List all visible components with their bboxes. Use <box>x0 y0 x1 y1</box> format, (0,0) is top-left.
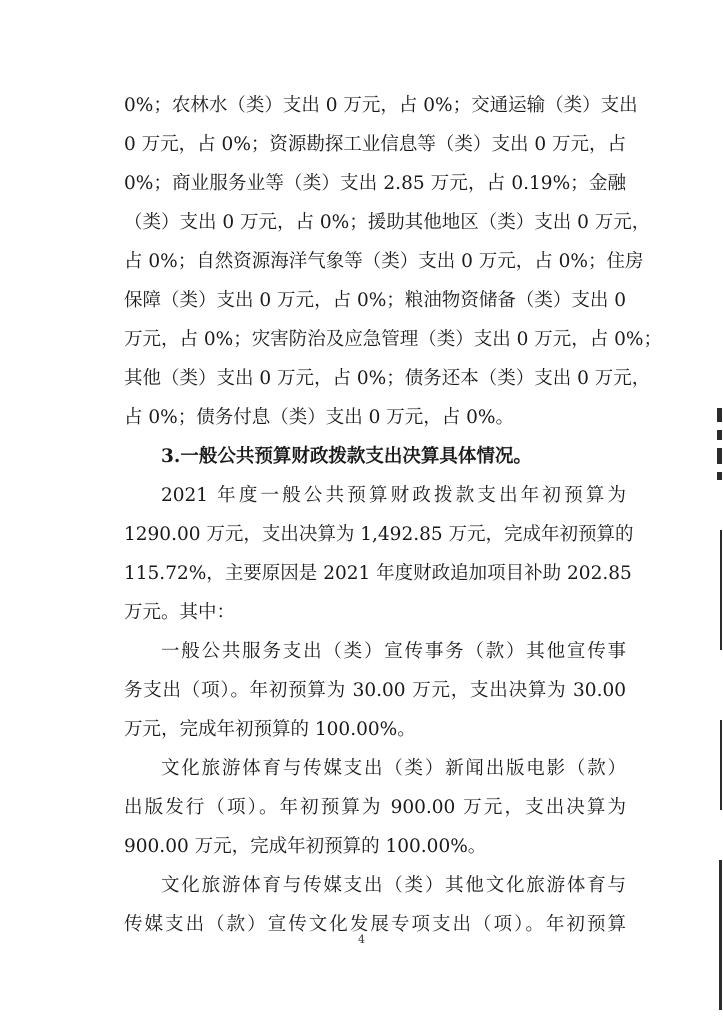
paragraph-item-publicity <box>124 632 626 749</box>
text-line: 占 0%；债务付息（类）支出 0 万元，占 0%。 <box>124 407 514 428</box>
text-line: 务支出（项）。年初预算为 30.00 万元，支出决算为 30.00 <box>124 680 626 701</box>
text-line: 占 0%；自然资源海洋气象等（类）支出 0 万元，占 0%；住房 <box>124 251 644 272</box>
text-line: 万元，占 0%；灾害防治及应急管理（类）支出 0 万元，占 0%； <box>124 329 662 350</box>
text-line: 文化旅游体育与传媒支出（类）新闻出版电影（款） <box>161 758 626 779</box>
text-line: （类）支出 0 万元，占 0%；援助其他地区（类）支出 0 万元， <box>124 212 651 233</box>
section-heading: 3.一般公共预算财政拨款支出决算具体情况。 <box>161 446 532 467</box>
text-line: 万元，完成年初预算的 100.00%。 <box>124 719 416 740</box>
text-line: 1290.00 万元，支出决算为 1,492.85 万元，完成年初预算的 <box>124 524 634 545</box>
text-line: 0%；农林水（类）支出 0 万元，占 0%；交通运输（类）支出 <box>124 95 638 116</box>
text-line: 出版发行（项）。年初预算为 900.00 万元，支出决算为 <box>124 797 626 818</box>
scan-edge-artifact <box>715 390 723 1030</box>
text-line: 其他（类）支出 0 万元，占 0%；债务还本（类）支出 0 万元， <box>124 368 651 389</box>
text-line: 传媒支出（款）宣传文化发展专项支出（项）。年初预算 <box>124 914 626 935</box>
paragraph-item-publishing <box>124 749 626 866</box>
text-line: 900.00 万元，完成年初预算的 100.00%。 <box>124 836 487 857</box>
paragraph-summary <box>124 476 634 632</box>
text-line: 一般公共服务支出（类）宣传事务（款）其他宣传事 <box>161 641 626 662</box>
text-line: 0%；商业服务业等（类）支出 2.85 万元，占 0.19%；金融 <box>124 173 626 194</box>
text-line: 115.72%，主要原因是 2021 年度财政追加项目补助 202.85 <box>124 563 632 584</box>
document-body <box>124 86 662 944</box>
text-line: 2021 年度一般公共预算财政拨款支出年初预算为 <box>161 485 626 506</box>
page-number: 4 <box>358 933 365 946</box>
paragraph-expenditure-breakdown <box>124 86 662 437</box>
text-line: 保障（类）支出 0 万元，占 0%；粮油物资储备（类）支出 0 <box>124 290 626 311</box>
text-line: 文化旅游体育与传媒支出（类）其他文化旅游体育与 <box>161 875 626 896</box>
text-line: 万元。其中： <box>124 602 236 623</box>
text-line: 0 万元，占 0%；资源勘探工业信息等（类）支出 0 万元，占 <box>124 134 626 155</box>
